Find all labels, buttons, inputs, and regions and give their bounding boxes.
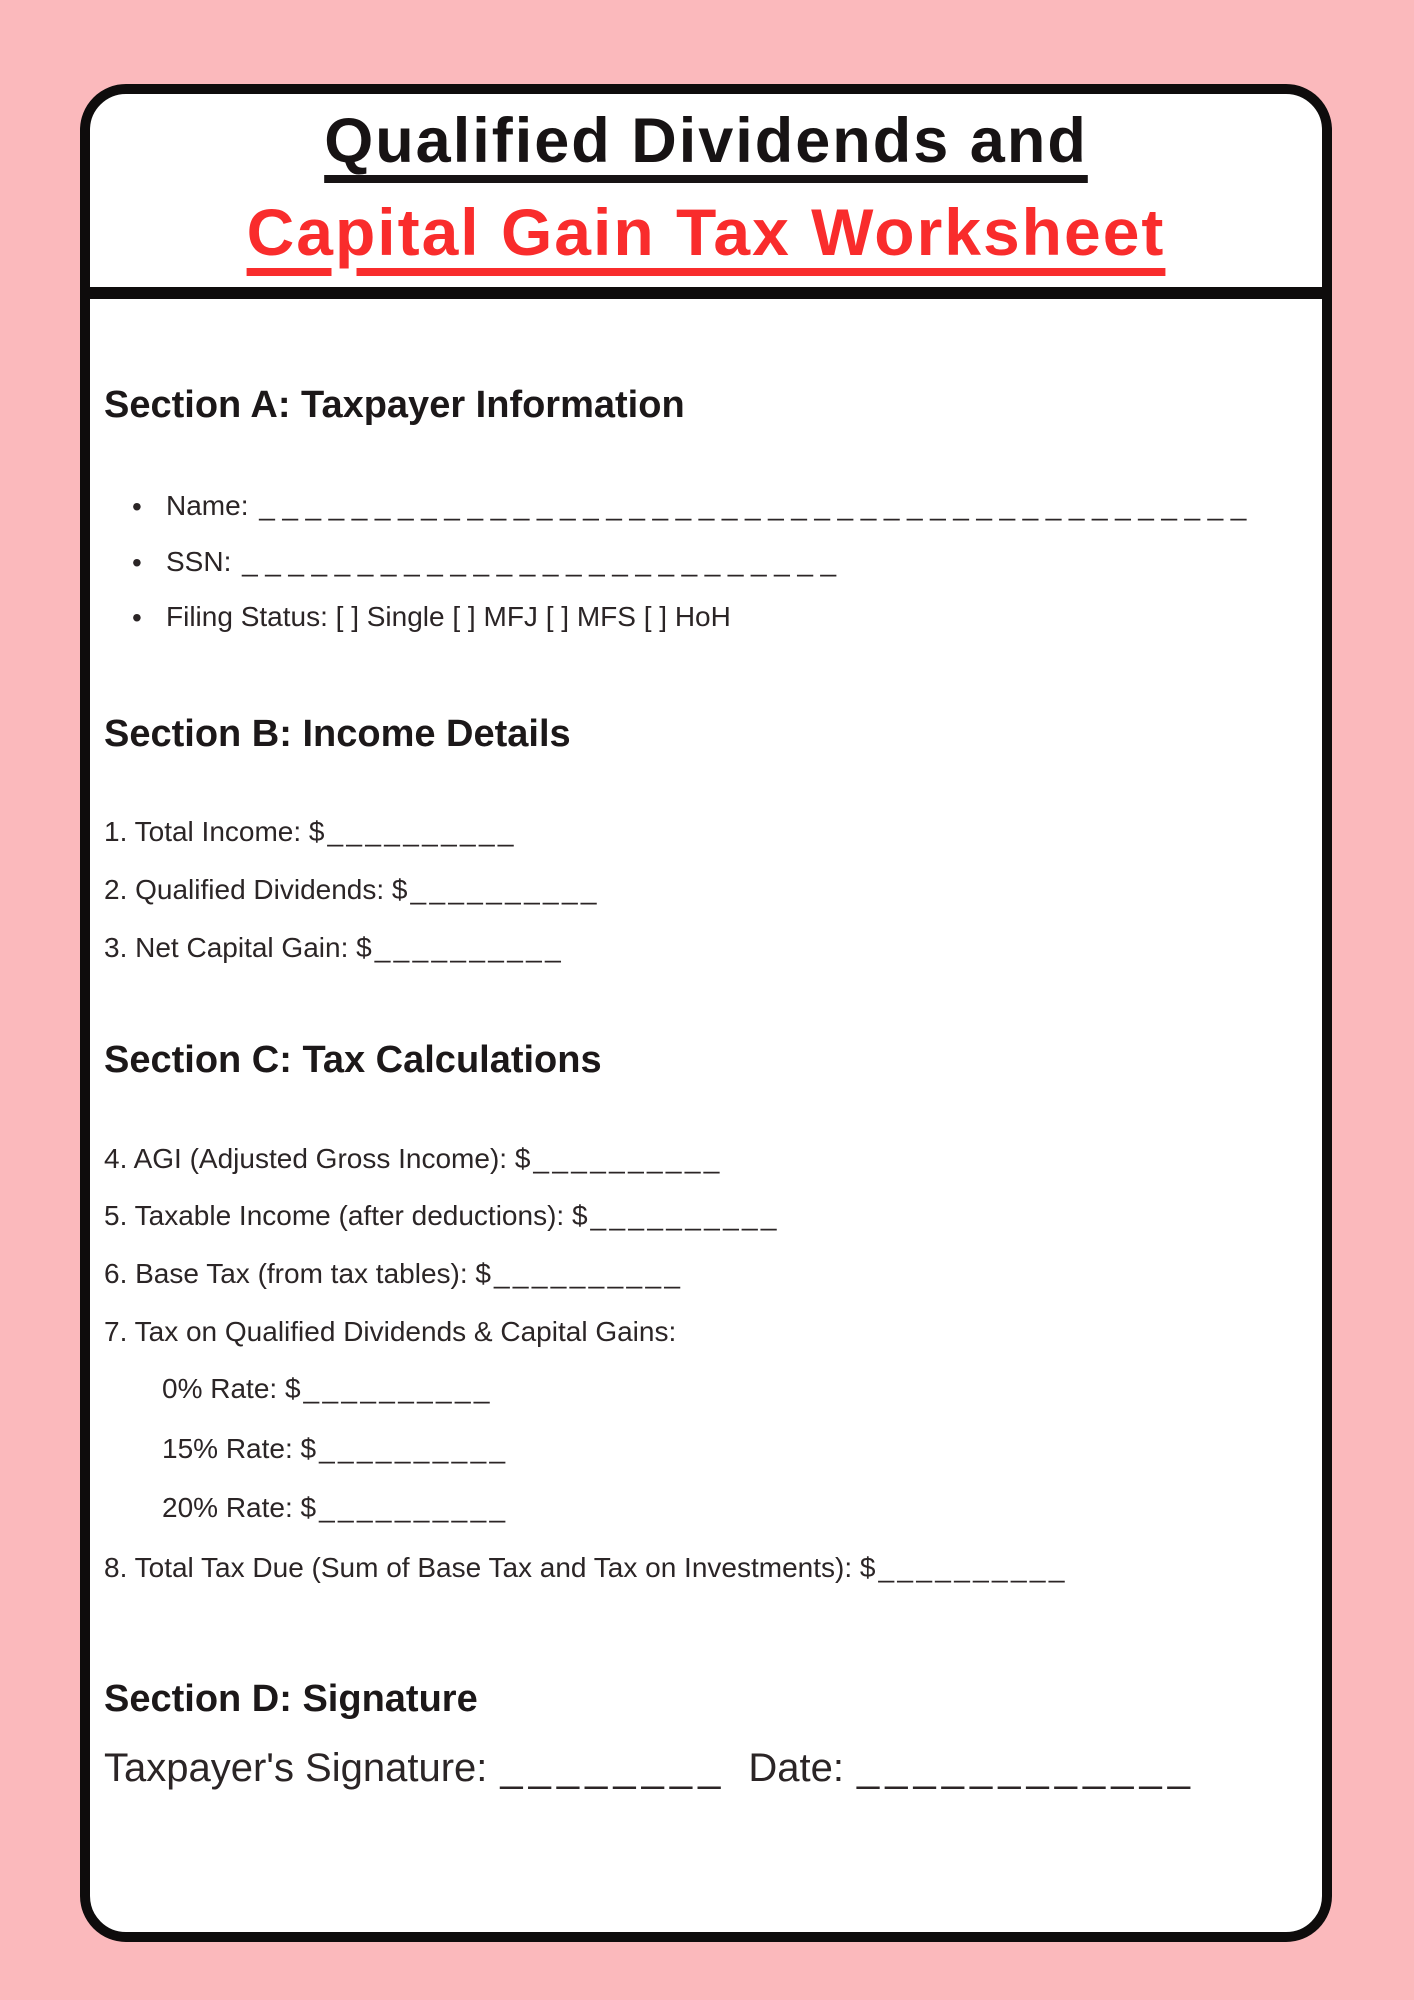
title-line-2: Capital Gain Tax Worksheet [246, 195, 1166, 270]
section-b [104, 712, 1296, 964]
filing-status-label: Filing Status: [166, 601, 328, 633]
section-a [104, 383, 1296, 633]
base-tax-label: 6. Base Tax (from tax tables): $ [104, 1257, 491, 1289]
taxable-income-row [104, 1199, 1296, 1233]
agi-label: 4. AGI (Adjusted Gross Income): $ [104, 1142, 531, 1174]
name-field-row [104, 489, 1296, 523]
name-label: Name: [166, 490, 249, 522]
worksheet-header [90, 94, 1322, 299]
worksheet-body [90, 383, 1322, 1792]
ssn-label: SSN: [166, 545, 232, 577]
taxable-income-label: 5. Taxable Income (after deductions): $ [104, 1200, 588, 1232]
total-tax-due-blank: __________ [878, 1551, 1068, 1583]
net-capital-gain-row [104, 931, 1296, 965]
name-blank-line: ___________________________________________ [259, 490, 1254, 522]
taxable-income-blank: __________ [590, 1200, 780, 1232]
tax-calculation-lines [104, 1142, 1296, 1585]
section-b-heading: Section B: Income Details [104, 712, 571, 755]
rate-15-blank: __________ [319, 1432, 509, 1464]
qualified-dividends-label: 2. Qualified Dividends: $ [104, 874, 408, 905]
date-label: Date: [748, 1746, 844, 1791]
total-tax-due-label: 8. Total Tax Due (Sum of Base Tax and Tax on Investments): $ [104, 1551, 876, 1583]
tax-on-dividends-label: 7. Tax on Qualified Dividends & Capital Gains: [104, 1315, 677, 1347]
agi-blank: __________ [533, 1142, 723, 1174]
net-capital-gain-label: 3. Net Capital Gain: $ [104, 931, 372, 963]
tax-on-dividends-row [104, 1315, 1296, 1349]
total-income-row [104, 815, 1296, 849]
filing-status-row [104, 600, 1296, 634]
worksheet-card [80, 84, 1332, 1942]
total-tax-due-row [104, 1551, 1296, 1585]
ssn-blank-line: __________________________ [242, 545, 844, 577]
section-c-heading: Section C: Tax Calculations [104, 1039, 602, 1082]
rate-15-row [104, 1432, 1296, 1466]
signature-label: Taxpayer's Signature: [104, 1746, 488, 1791]
section-a-heading: Section A: Taxpayer Information [104, 384, 685, 427]
rate-0-row [104, 1372, 1296, 1406]
rate-20-label: 20% Rate: $ [162, 1492, 317, 1524]
income-lines [104, 815, 1296, 964]
base-tax-blank: __________ [493, 1257, 684, 1289]
taxpayer-info-list [104, 489, 1296, 634]
qualified-dividends-row [104, 873, 1296, 907]
ssn-field-row [104, 545, 1296, 579]
base-tax-row [104, 1257, 1296, 1291]
net-capital-gain-blank: __________ [374, 931, 565, 963]
rate-0-blank: __________ [303, 1373, 493, 1405]
rate-20-blank: __________ [319, 1492, 509, 1524]
rate-15-label: 15% Rate: $ [162, 1432, 317, 1464]
date-blank-line: ____________ [856, 1746, 1196, 1791]
signature-row [104, 1744, 1296, 1792]
total-income-label: 1. Total Income: $ [104, 816, 325, 848]
title-line-1: Qualified Dividends and [324, 106, 1088, 176]
section-d [104, 1677, 1296, 1793]
rate-0-label: 0% Rate: $ [162, 1373, 301, 1405]
rate-20-row [104, 1491, 1296, 1525]
section-c [104, 1038, 1296, 1584]
section-d-heading: Section D: Signature [104, 1677, 478, 1720]
qualified-dividends-blank: __________ [410, 874, 600, 905]
total-income-blank: __________ [327, 816, 517, 848]
agi-row [104, 1142, 1296, 1176]
filing-status-options: [ ] Single [ ] MFJ [ ] MFS [ ] HoH [335, 601, 731, 633]
signature-blank-line: ________ [500, 1746, 727, 1791]
